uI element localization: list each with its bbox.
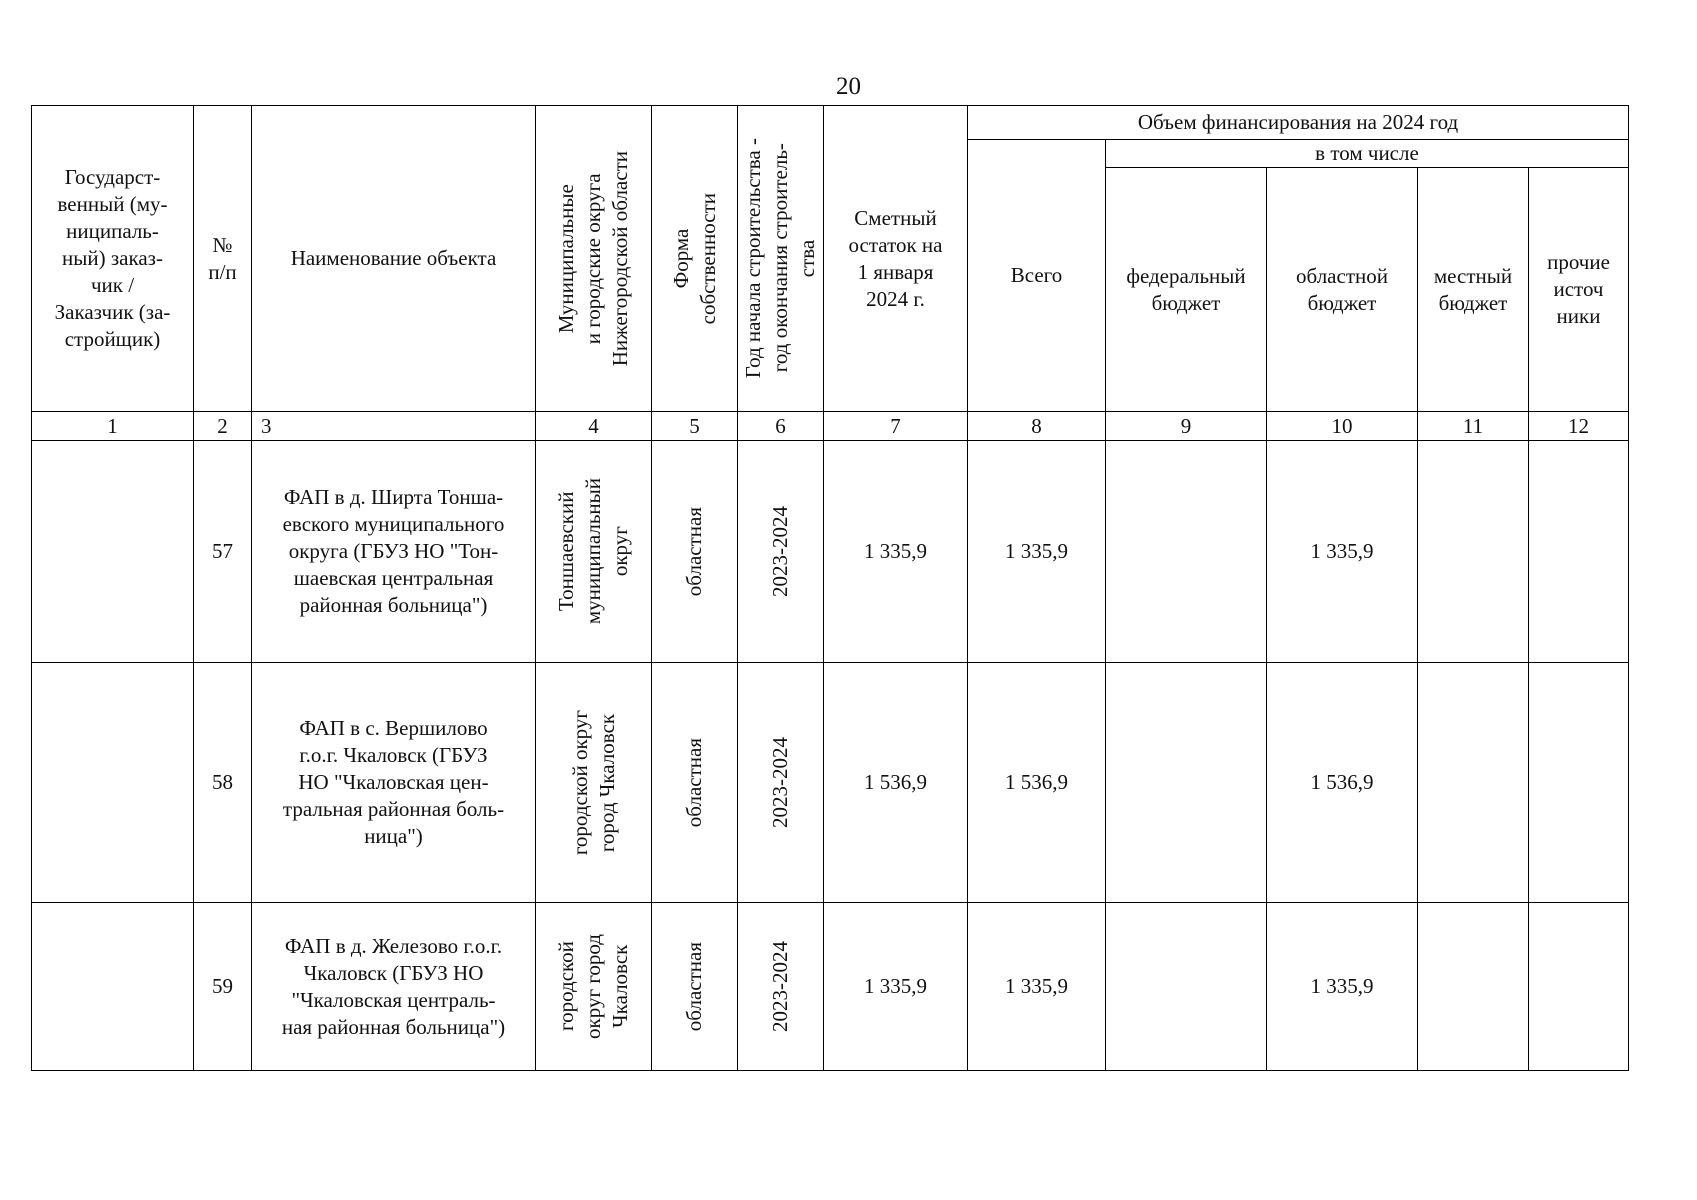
column-number: 4 [536,412,652,441]
header-object-name: Наименование объекта [252,106,536,412]
header-no: № п/п [194,106,252,412]
row-municipality [536,663,652,903]
row-local [1418,663,1529,903]
row-municipality-text: Тоншаевский муниципальный округ [554,478,632,625]
row-years-text: 2023-2024 [768,737,792,828]
column-number: 9 [1106,412,1267,441]
row-years [738,441,824,663]
row-years [738,663,824,903]
row-municipality-text: городской округ город Чкаловск [554,934,632,1039]
page-number: 20 [836,73,861,100]
row-number: 57 [194,441,252,663]
financing-table [31,105,1629,1071]
table-row [32,663,1629,903]
column-number-row [32,412,1629,441]
row-total: 1 536,9 [968,663,1106,903]
row-regional: 1 536,9 [1267,663,1418,903]
row-ownership-text: областная [682,941,706,1032]
row-number: 58 [194,663,252,903]
header-total: Всего [968,140,1106,412]
column-number: 3 [252,412,536,441]
header-regional: областной бюджет [1267,168,1418,412]
column-number: 10 [1267,412,1418,441]
header-local: местный бюджет [1418,168,1529,412]
row-object-name: ФАП в д. Железово г.о.г. Чкаловск (ГБУЗ НО "Чкаловская централь- ная районная больница") [252,903,536,1071]
row-federal [1106,663,1267,903]
row-municipality-text: городской округ город Чкаловск [567,709,619,856]
header-customer: Государст- венный (му- ниципаль- ный) заказ- чик / Заказчик (за- стройщик) [32,106,194,412]
row-regional: 1 335,9 [1267,903,1418,1071]
row-ownership-text: областная [682,737,706,828]
row-years-text: 2023-2024 [768,941,792,1032]
header-row-1 [32,106,1629,140]
row-other [1529,441,1629,663]
row-years-text: 2023-2024 [768,506,792,597]
row-ownership [652,903,738,1071]
header-funding-title: Объем финансирования на 2024 год [968,106,1629,140]
row-local [1418,903,1529,1071]
row-federal [1106,903,1267,1071]
header-other: прочие источ ники [1529,168,1629,412]
row-other [1529,903,1629,1071]
row-local [1418,441,1529,663]
header-estimate: Сметный остаток на 1 января 2024 г. [824,106,968,412]
row-customer [32,441,194,663]
column-number: 11 [1418,412,1529,441]
row-total: 1 335,9 [968,441,1106,663]
row-other [1529,663,1629,903]
header-years [738,106,824,412]
row-estimate: 1 335,9 [824,441,968,663]
row-years [738,903,824,1071]
header-including: в том числе [1106,140,1629,168]
row-ownership-text: областная [682,506,706,597]
header-municipality-text: Муниципальные и городские округа Нижегородской области [554,150,632,367]
header-ownership [652,106,738,412]
column-number: 1 [32,412,194,441]
column-number: 6 [738,412,824,441]
row-customer [32,663,194,903]
row-object-name: ФАП в с. Вершилово г.о.г. Чкаловск (ГБУЗ НО "Чкаловская цен- тральная районная боль- ница") [252,663,536,903]
row-municipality [536,903,652,1071]
row-object-name: ФАП в д. Ширта Тонша- евского муниципального округа (ГБУЗ НО "Тон- шаевская центральная районная больница") [252,441,536,663]
header-years-text: Год начала строительства - год окончания строитель- ства [741,138,819,379]
row-ownership [652,663,738,903]
column-number: 5 [652,412,738,441]
row-customer [32,903,194,1071]
column-number: 2 [194,412,252,441]
row-estimate: 1 536,9 [824,663,968,903]
column-number: 12 [1529,412,1629,441]
row-ownership [652,441,738,663]
column-number: 7 [824,412,968,441]
row-total: 1 335,9 [968,903,1106,1071]
table-row [32,441,1629,663]
row-federal [1106,441,1267,663]
header-federal: федеральный бюджет [1106,168,1267,412]
header-ownership-text: Форма собственности [668,192,720,325]
row-municipality [536,441,652,663]
row-regional: 1 335,9 [1267,441,1418,663]
row-number: 59 [194,903,252,1071]
row-estimate: 1 335,9 [824,903,968,1071]
table-row [32,903,1629,1071]
header-municipality [536,106,652,412]
column-number: 8 [968,412,1106,441]
